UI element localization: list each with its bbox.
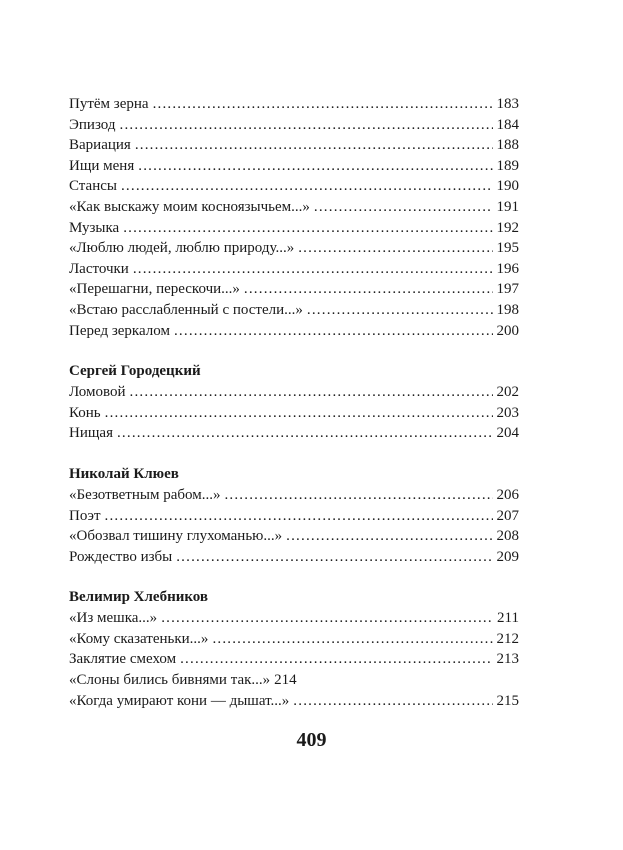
dot-leader	[180, 649, 492, 670]
toc-entry	[69, 403, 519, 424]
entry-page: 183	[496, 96, 519, 112]
toc-entry	[69, 259, 519, 280]
entry-page: 204	[496, 425, 519, 442]
toc-entry	[69, 629, 519, 650]
entry-title: Эпизод	[69, 116, 116, 133]
toc-entry	[69, 238, 519, 259]
toc-entry	[69, 94, 519, 115]
entry-page: 191	[496, 198, 519, 215]
entry-title: Перед зеркалом	[69, 322, 170, 339]
entry-page: 207	[496, 507, 519, 524]
entry-page: 211	[497, 610, 519, 627]
toc-entry	[69, 176, 519, 197]
entry-title: Ищи меня	[69, 157, 135, 174]
dot-leader	[298, 238, 492, 259]
entry-title: Заклятие смехом	[69, 651, 177, 668]
toc-section	[69, 587, 519, 711]
entry-page: 196	[496, 260, 519, 277]
dot-leader	[293, 691, 492, 712]
entry-page: 203	[496, 404, 519, 421]
entry-title: «Люблю людей, люблю природу...»	[69, 240, 295, 257]
dot-leader	[120, 115, 493, 136]
toc-entry	[69, 321, 519, 342]
entry-page: 215	[496, 692, 519, 709]
toc-entry	[69, 197, 519, 218]
entry-title: «Безответным рабом...»	[69, 486, 221, 503]
dot-leader	[286, 526, 492, 547]
toc-entry	[69, 300, 519, 321]
entry-page: 206	[496, 486, 519, 503]
toc-entry	[69, 423, 519, 444]
entry-page: 212	[496, 630, 519, 647]
entry-page: 197	[496, 281, 519, 298]
entry-page: 202	[496, 384, 519, 401]
toc-entry	[69, 279, 519, 300]
toc-entry	[69, 526, 519, 547]
table-of-contents	[69, 94, 519, 731]
entry-title: Нищая	[69, 425, 113, 442]
entry-title: Рождество избы	[69, 548, 173, 565]
entry-page: 200	[496, 322, 519, 339]
toc-entry	[69, 691, 519, 712]
entry-title: «Когда умирают кони — дышат...»	[69, 692, 290, 709]
entry-title: «Встаю расслабленный с постели...»	[69, 301, 303, 318]
dot-leader	[244, 279, 493, 300]
toc-entry	[69, 218, 519, 239]
entry-title: Путём зерна	[69, 96, 149, 112]
entry-title: «Из мешка...»	[69, 610, 158, 627]
entry-title: «Кому сказатеньки...»	[69, 630, 209, 647]
entry-page: 190	[496, 178, 519, 195]
toc-entry	[69, 547, 519, 568]
toc-entry	[69, 608, 519, 629]
entry-title: Музыка	[69, 219, 120, 236]
toc-entry	[69, 115, 519, 136]
entry-page: 192	[496, 219, 519, 236]
entry-page: 188	[496, 137, 519, 154]
entry-title: Вариация	[69, 137, 131, 154]
entry-page: 209	[496, 548, 519, 565]
entry-title: Поэт	[69, 507, 101, 524]
toc-entry	[69, 649, 519, 670]
author-heading: Николай Клюев	[69, 465, 179, 482]
entry-title: Ласточки	[69, 260, 129, 277]
dot-leader	[117, 423, 493, 444]
entry-title: Стансы	[69, 178, 117, 195]
entry-title: «Перешагни, перескочи...»	[69, 281, 240, 298]
dot-leader	[123, 218, 492, 239]
dot-leader	[314, 197, 493, 218]
entry-page: 198	[496, 301, 519, 318]
dot-leader	[135, 135, 493, 156]
dot-leader	[224, 485, 492, 506]
dot-leader	[133, 259, 493, 280]
entry-title: «Обозвал тишину глухоманью...»	[69, 528, 283, 545]
entry-title: Ломовой	[69, 384, 126, 401]
toc-entry	[69, 156, 519, 177]
entry-page: 214	[274, 672, 297, 689]
page-number: 409	[296, 729, 327, 751]
entry-page: 189	[496, 157, 519, 174]
toc-entry	[69, 382, 519, 403]
toc-section	[69, 361, 519, 444]
dot-leader	[105, 506, 493, 527]
entry-title: Конь	[69, 404, 101, 421]
dot-leader	[105, 403, 493, 424]
dot-leader	[212, 629, 492, 650]
author-heading: Сергей Городецкий	[69, 363, 201, 380]
entry-page: 208	[496, 528, 519, 545]
entry-title: «Слоны бились бивнями так...»	[69, 672, 271, 689]
dot-leader	[307, 300, 493, 321]
toc-section	[69, 464, 519, 567]
entry-page: 195	[496, 240, 519, 257]
toc-entry	[69, 485, 519, 506]
toc-entry	[69, 506, 519, 527]
dot-leader	[138, 156, 492, 177]
dot-leader	[161, 608, 493, 629]
dot-leader	[153, 94, 493, 115]
entry-page: 184	[496, 116, 519, 133]
toc-entry	[69, 135, 519, 156]
toc-section	[69, 94, 519, 341]
dot-leader	[130, 382, 493, 403]
dot-leader	[121, 176, 493, 197]
entry-title: «Как выскажу моим косноязычьем...»	[69, 198, 310, 215]
entry-page: 213	[496, 651, 519, 668]
dot-leader	[176, 547, 492, 568]
dot-leader	[174, 321, 493, 342]
toc-entry	[69, 670, 519, 691]
author-heading: Велимир Хлебников	[69, 589, 209, 606]
